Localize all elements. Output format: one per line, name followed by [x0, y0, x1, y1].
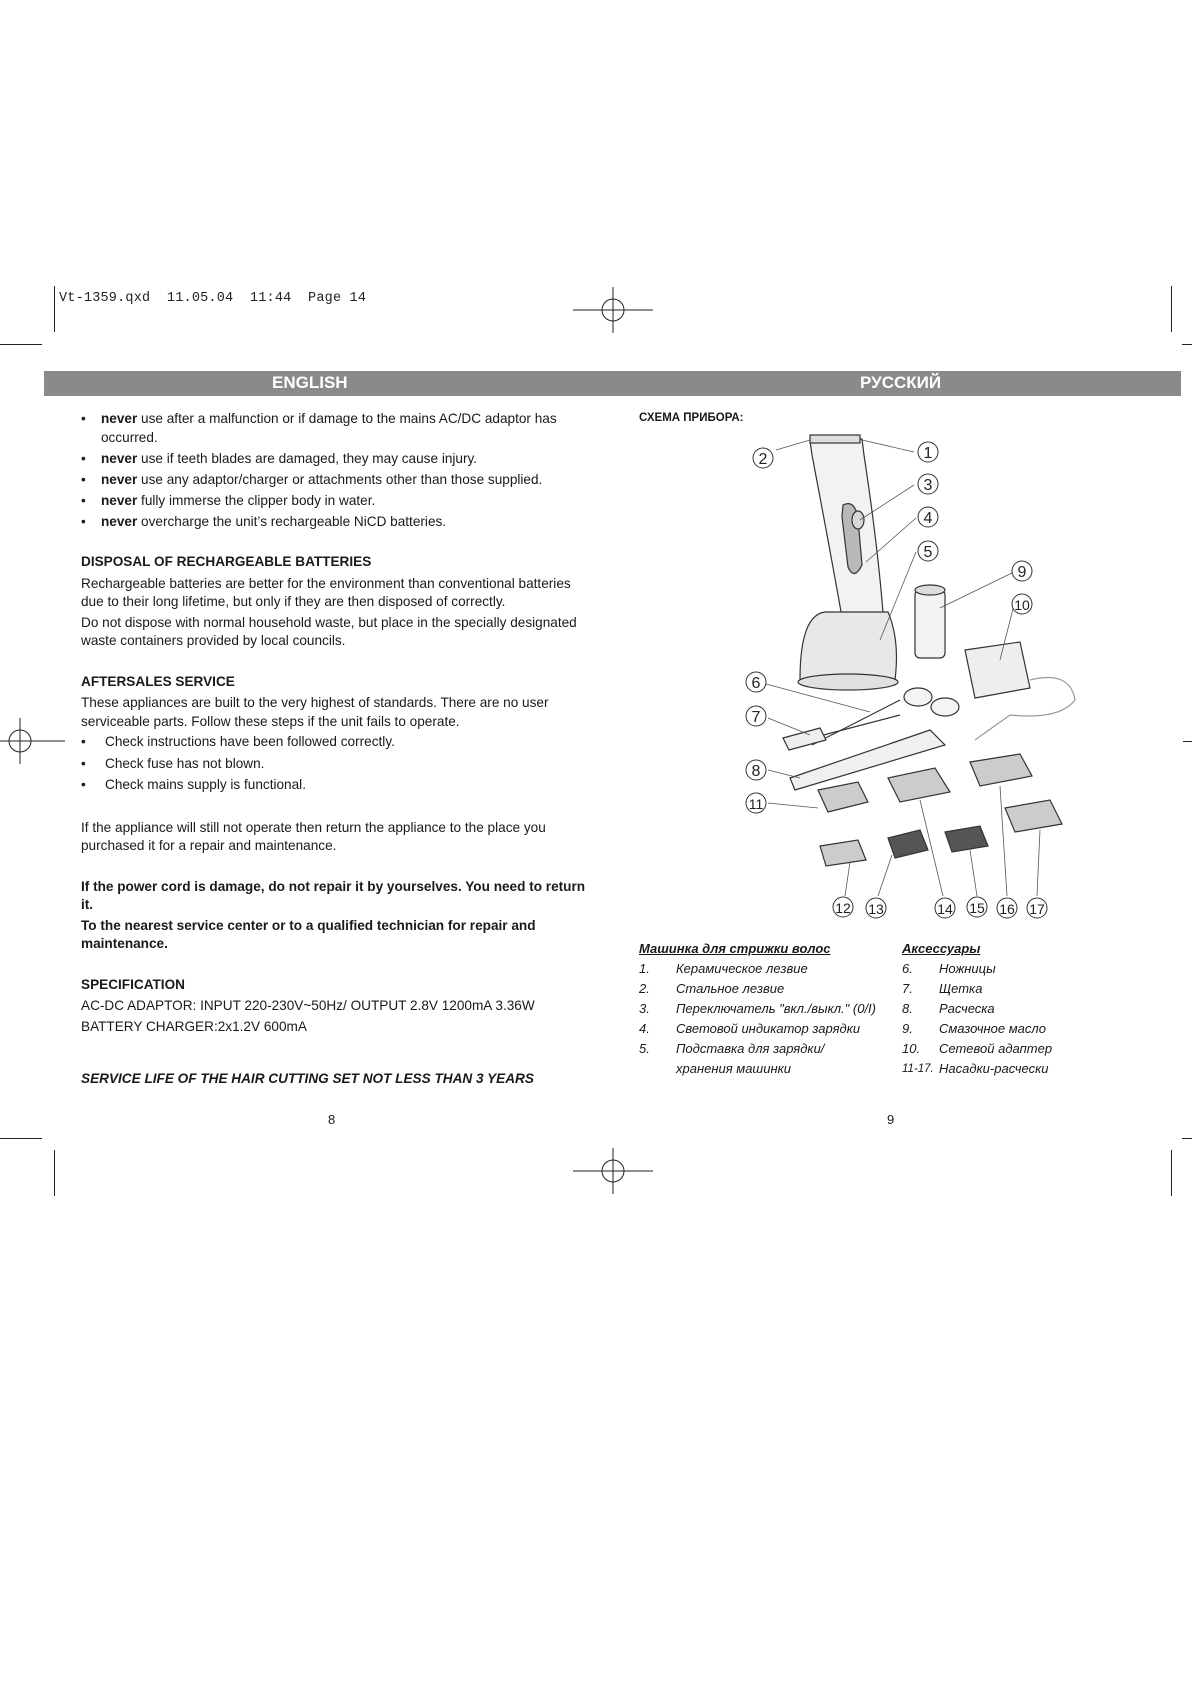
language-header-bar — [44, 371, 1181, 396]
item-number: 9. — [902, 1021, 913, 1036]
item-number: 2. — [639, 981, 650, 996]
list-item — [902, 1039, 1102, 1059]
item-number: 6. — [902, 961, 913, 976]
item-text: Щетка — [939, 981, 983, 996]
return-paragraph: If the appliance will still not operate then return the appliance to the place you purchased it for a repair and maintenance. — [81, 819, 546, 853]
callout-label: 2 — [758, 451, 768, 468]
list-item — [81, 492, 587, 511]
callout-label: 3 — [923, 477, 933, 494]
list-item — [639, 999, 889, 1019]
item-number: 4. — [639, 1021, 650, 1036]
file-slug: Vt-1359.qxd 11.05.04 11:44 Page 14 — [59, 291, 367, 306]
item-text: Сетевой адаптер — [939, 1041, 1053, 1056]
warning-text: overcharge the unit’s rechargeable NiCD batteries. — [137, 513, 447, 529]
warning-text: use any adaptor/charger or attachments other than those supplied. — [137, 471, 543, 487]
item-number: 1. — [639, 961, 650, 976]
list-item — [81, 513, 587, 532]
callout-label: 10 — [1014, 597, 1030, 613]
list-item — [81, 471, 587, 490]
list-item — [902, 959, 1102, 979]
cord-warning: To the nearest service center or to a qualified technician for repair and maintenance. — [81, 917, 536, 951]
callout-label: 11 — [748, 796, 764, 812]
callout-label: 14 — [937, 901, 953, 917]
crop-mark — [1182, 1138, 1192, 1139]
specification-heading: SPECIFICATION — [81, 976, 185, 992]
machine-parts-heading: Машинка для стрижки волос — [639, 941, 831, 956]
cord-warning: If the power cord is damage, do not repair it by yourselves. You need to return it. — [81, 878, 586, 912]
warning-keyword: never — [101, 513, 138, 529]
list-item — [902, 1059, 1102, 1079]
item-number: 3. — [639, 1001, 650, 1016]
item-text: Стальное лезвие — [676, 981, 785, 996]
item-number: 11-17. — [902, 1063, 934, 1075]
english-column — [81, 410, 587, 1091]
list-item: • Check mains supply is functional. — [81, 776, 587, 795]
hair-clipper-illustration — [730, 428, 1090, 928]
crop-mark — [0, 1138, 42, 1139]
list-item — [902, 999, 1102, 1019]
list-item — [639, 959, 889, 979]
list-item — [81, 410, 587, 447]
callout-label: 9 — [1017, 564, 1027, 581]
crop-mark — [1171, 286, 1172, 332]
warning-keyword: never — [101, 492, 138, 508]
service-life-note: SERVICE LIFE OF THE HAIR CUTTING SET NOT LESS THAN 3 YEARS — [81, 1071, 534, 1086]
disposal-paragraph: Do not dispose with normal household waste, but place in the specially designated waste containers provided by local councils. — [81, 614, 577, 648]
crop-mark — [54, 286, 55, 332]
callout-label: 13 — [868, 901, 884, 917]
item-text: хранения машинки — [676, 1061, 791, 1076]
spec-line: AC-DC ADAPTOR: INPUT 220-230V~50Hz/ OUTPUT 2.8V 1200mA 3.36W — [81, 998, 535, 1013]
schema-title: СХЕМА ПРИБОРА: — [639, 412, 744, 424]
list-item — [902, 979, 1102, 999]
item-text: Расческа — [939, 1001, 995, 1016]
item-number: 5. — [639, 1041, 650, 1056]
accessories-list — [902, 939, 1102, 1079]
item-text: Керамическое лезвие — [676, 961, 808, 976]
list-item — [639, 1019, 889, 1039]
list-item: • Check fuse has not blown. — [81, 755, 587, 774]
warning-text: fully immerse the clipper body in water. — [137, 492, 376, 508]
item-text: Световой индикатор зарядки — [676, 1021, 861, 1036]
item-text: Подставка для зарядки/ — [676, 1041, 825, 1056]
spec-line: BATTERY CHARGER:2x1.2V 600mA — [81, 1018, 307, 1034]
item-number: 7. — [902, 981, 913, 996]
aftersales-heading: AFTERSALES SERVICE — [81, 673, 235, 689]
item-number-spacer — [639, 1059, 676, 1079]
english-heading: ENGLISH — [272, 373, 348, 392]
callout-label: 16 — [999, 901, 1015, 917]
list-item — [902, 1019, 1102, 1039]
item-number: 10. — [902, 1041, 921, 1056]
callout-label: 7 — [751, 709, 761, 726]
machine-parts-list — [639, 939, 889, 1079]
warnings-list — [81, 410, 587, 531]
item-text: Насадки-расчески — [939, 1061, 1049, 1076]
item-text: Смазочное масло — [939, 1021, 1046, 1036]
registration-mark-bottom — [573, 1131, 653, 1211]
item-text: Ножницы — [939, 961, 996, 976]
aftersales-paragraph: These appliances are built to the very highest of standards. There are no user serviceable parts. Follow these steps if the unit fails to operate. — [81, 695, 549, 729]
list-item — [639, 1039, 889, 1059]
crop-mark — [1182, 344, 1192, 345]
page-number-right: 9 — [887, 1112, 895, 1127]
registration-mark-left — [0, 701, 65, 781]
callout-label: 15 — [969, 900, 985, 916]
list-item: • Check instructions have been followed correctly. — [81, 733, 587, 752]
list-item — [81, 450, 587, 469]
warning-keyword: never — [101, 411, 138, 426]
callout-label: 12 — [835, 900, 851, 916]
accessories-heading: Аксессуары — [902, 941, 981, 956]
item-text: Переключатель "вкл./выкл." (0/I) — [676, 1001, 877, 1016]
page-number-left: 8 — [328, 1112, 336, 1127]
warning-text: use after a malfunction or if damage to the mains AC/DC adaptor has occurred. — [101, 411, 557, 445]
registration-mark-top — [573, 270, 653, 350]
item-number: 8. — [902, 1001, 913, 1016]
callout-label: 8 — [751, 763, 761, 780]
callout-label: 1 — [923, 445, 933, 462]
russian-heading: РУССКИЙ — [860, 373, 942, 392]
callout-label: 4 — [923, 510, 933, 527]
callout-label: 5 — [923, 544, 933, 561]
warning-keyword: never — [101, 450, 138, 466]
crop-mark — [1171, 1150, 1172, 1196]
list-item — [639, 1059, 889, 1079]
callout-label: 17 — [1029, 901, 1045, 917]
crop-mark — [54, 1150, 55, 1196]
crop-mark — [0, 344, 42, 345]
list-item — [639, 979, 889, 999]
warning-text: use if teeth blades are damaged, they may cause injury. — [137, 450, 478, 466]
warning-keyword: never — [101, 471, 138, 487]
crop-mark — [1183, 741, 1192, 742]
disposal-paragraph: Rechargeable batteries are better for the environment than conventional batteries due to their long lifetime, but only if they are then disposed of correctly. — [81, 575, 571, 609]
disposal-heading: DISPOSAL OF RECHARGEABLE BATTERIES — [81, 554, 372, 569]
callout-label: 6 — [751, 675, 761, 692]
